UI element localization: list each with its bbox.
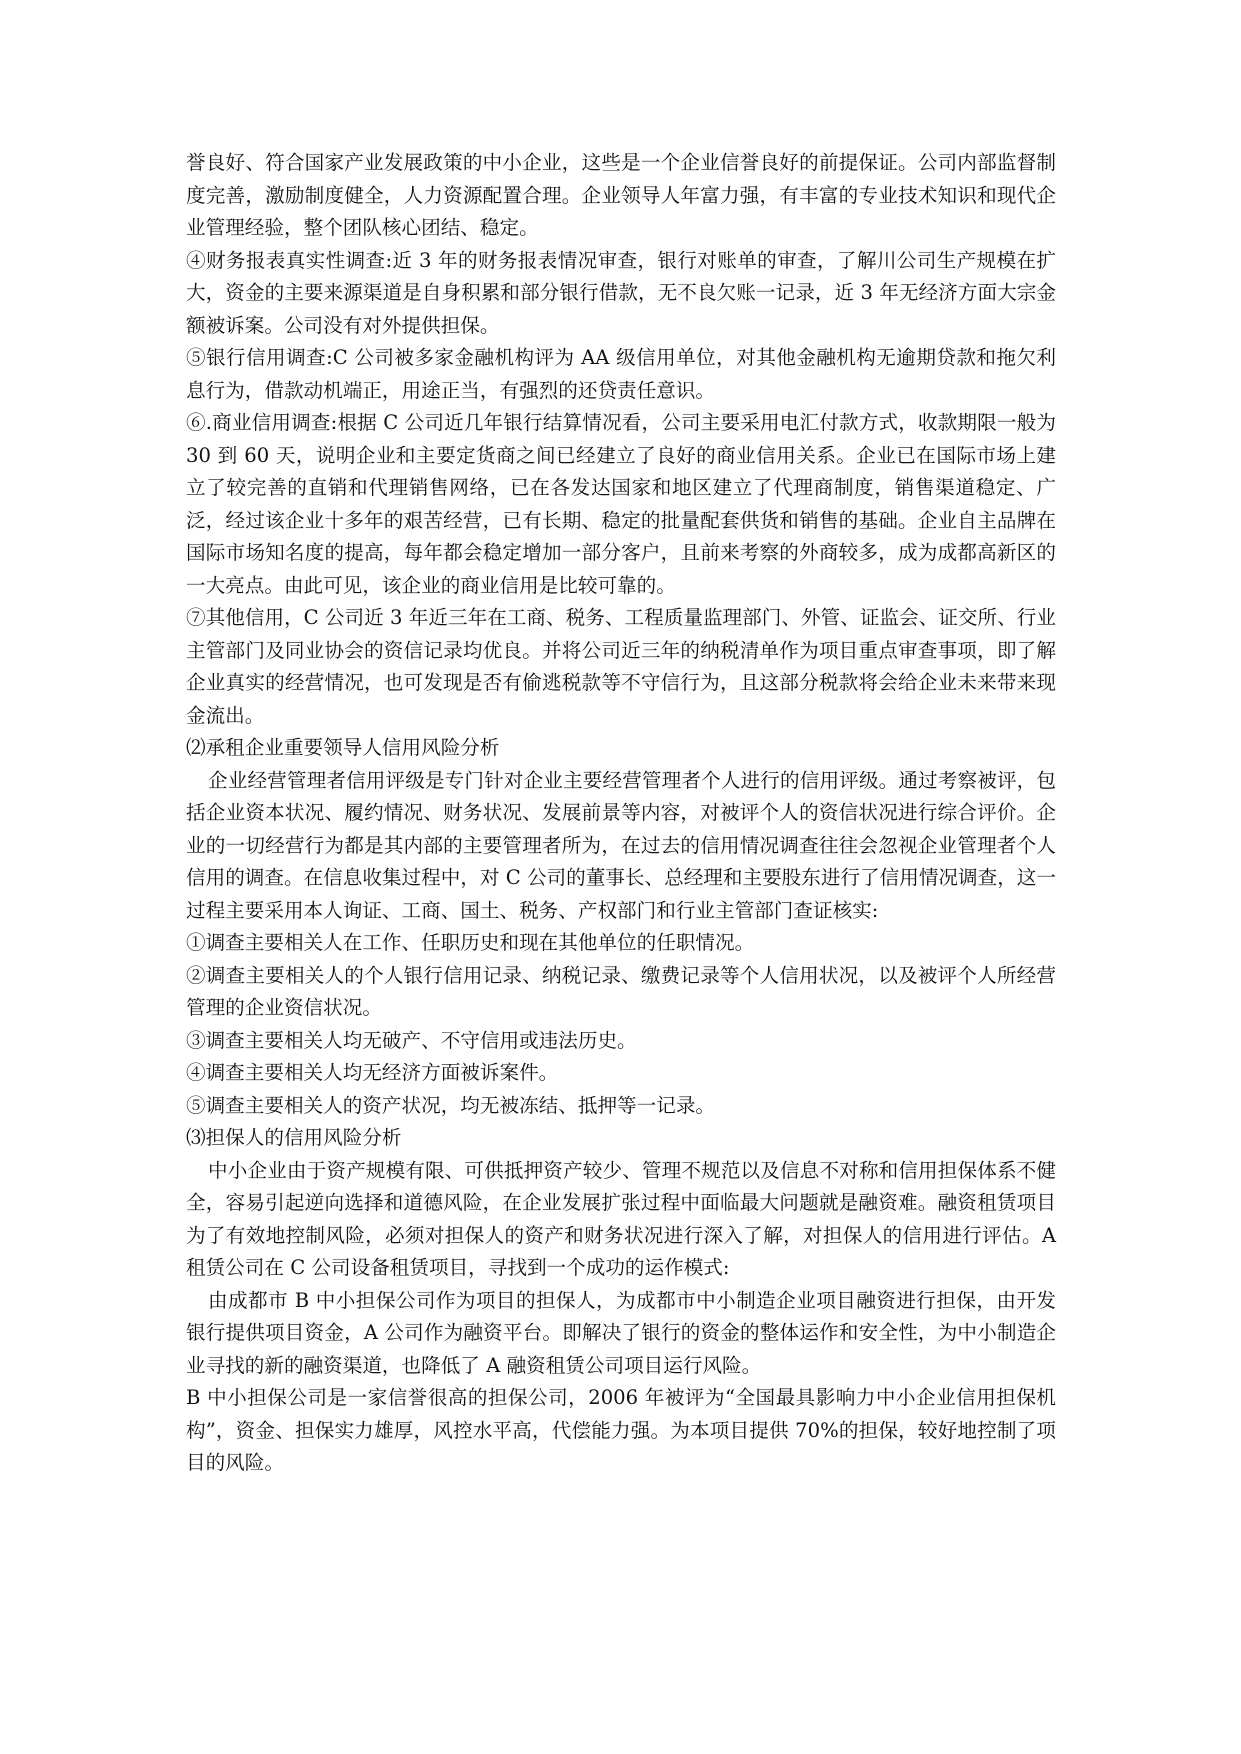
paragraph-financial-statement-check: ④财务报表真实性调查:近 3 年的财务报表情况审查，银行对账单的审查，了解川公司生产规模在扩大，资金的主要来源渠道是自身积累和部分银行借款，无不良欠账一记录，近 3 年无经济方面大宗金额被诉案。公司没有对外提供担保。 [186,248,1056,337]
paragraph-other-credit: ⑦其他信用，C 公司近 3 年近三年在工商、税务、工程质量监理部门、外管、证监会、证交所、行业主管部门及同业协会的资信记录均优良。并将公司近三年的纳税清单作为项目重点审查事项，即了解企业真实的经营情况，也可发现是否有偷逃税款等不守信行为，且这部分税款将会给企业未来带来现金流出。 [186,606,1056,727]
paragraph-sme-financing: 中小企业由于资产规模有限、可供抵押资产较少、管理不规范以及信息不对称和信用担保体系不健全，容易引起逆向选择和道德风险，在企业发展扩张过程中面临最大问题就是融资难。融资租赁项目为了有效地控制风险，必须对担保人的资产和财务状况进行深入了解，对担保人的信用进行评估。A 租赁公司在 C 公司设备租赁项目，寻找到一个成功的运作模式: [186,1158,1056,1279]
paragraph-leader-rating: 企业经营管理者信用评级是专门针对企业主要经营管理者个人进行的信用评级。通过考察被评，包括企业资本状况、履约情况、财务状况、发展前景等内容，对被评个人的资信状况进行综合评价。企业的一切经营行为都是其内部的主要管理者所为，在过去的信用情况调查往往会忽视企业管理者个人信用的调查。在信息收集过程中，对 C 公司的董事长、总经理和主要股东进行了信用情况调查，这一过程主要采用本人询证、工商、国土、税务、产权部门和行业主管部门查证核实: [186,768,1056,922]
paragraph-bank-credit-check: ⑤银行信用调查:C 公司被多家金融机构评为 AA 级信用单位，对其他金融机构无逾期贷款和拖欠利息行为，借款动机端正，用途正当，有强烈的还贷责任意识。 [186,346,1056,402]
section-heading-leader-risk: ⑵承租企业重要领导人信用风险分析 [186,736,500,759]
paragraph-guarantee-model: 由成都市 B 中小担保公司作为项目的担保人，为成都市中小制造企业项目融资进行担保，由开发银行提供项目资金，A 公司作为融资平台。即解决了银行的资金的整体运作和安全性，为中小制造企业寻找的新的融资渠道，也降低了 A 融资租赁公司项目运行风险。 [186,1288,1056,1377]
list-item-personal-credit: ②调查主要相关人的个人银行信用记录、纳税记录、缴费记录等个人信用状况，以及被评个人所经营管理的企业资信状况。 [186,963,1056,1019]
section-heading-guarantor-risk: ⑶担保人的信用风险分析 [186,1126,402,1149]
list-item-asset-status: ⑤调查主要相关人的资产状况，均无被冻结、抵押等一记录。 [186,1093,716,1117]
paragraph-guarantor-profile: B 中小担保公司是一家信誉很高的担保公司，2006 年被评为“全国最具影响力中小企业信用担保机构”，资金、担保实力雄厚，风控水平高，代偿能力强。为本项目提供 70%的担保，较好地控制了项目的风险。 [186,1386,1056,1474]
paragraph-intro: 誉良好、符合国家产业发展政策的中小企业，这些是一个企业信誉良好的前提保证。公司内部监督制度完善，激励制度健全，人力资源配置合理。企业领导人年富力强，有丰富的专业技术知识和现代企业管理经验，整个团队核心团结、稳定。 [186,151,1056,239]
list-item-no-lawsuits: ④调查主要相关人均无经济方面被诉案件。 [186,1061,559,1084]
list-item-employment-history: ①调查主要相关人在工作、任职历史和现在其他单位的任职情况。 [186,931,755,954]
paragraph-commercial-credit-check: ⑥.商业信用调查:根据 C 公司近几年银行结算情况看，公司主要采用电汇付款方式，收款期限一般为 30 到 60 天，说明企业和主要定货商之间已经建立了良好的商业信用关系。企业已在国际市场上建立了较完善的直销和代理销售网络，已在各发达国家和地区建立了代理商制度，销售渠道稳定、广泛，经过该企业十多年的艰苦经营，已有长期、稳定的批量配套供货和销售的基础。企业自主品牌在国际市场知名度的提高，每年都会稳定增加一部分客户，且前来考察的外商较多，成为成都高新区的一大亮点。由此可见，该企业的商业信用是比较可靠的。 [186,411,1056,597]
document-page [186,147,1056,1480]
list-item-no-bankruptcy: ③调查主要相关人均无破产、不守信用或违法历史。 [186,1028,637,1052]
